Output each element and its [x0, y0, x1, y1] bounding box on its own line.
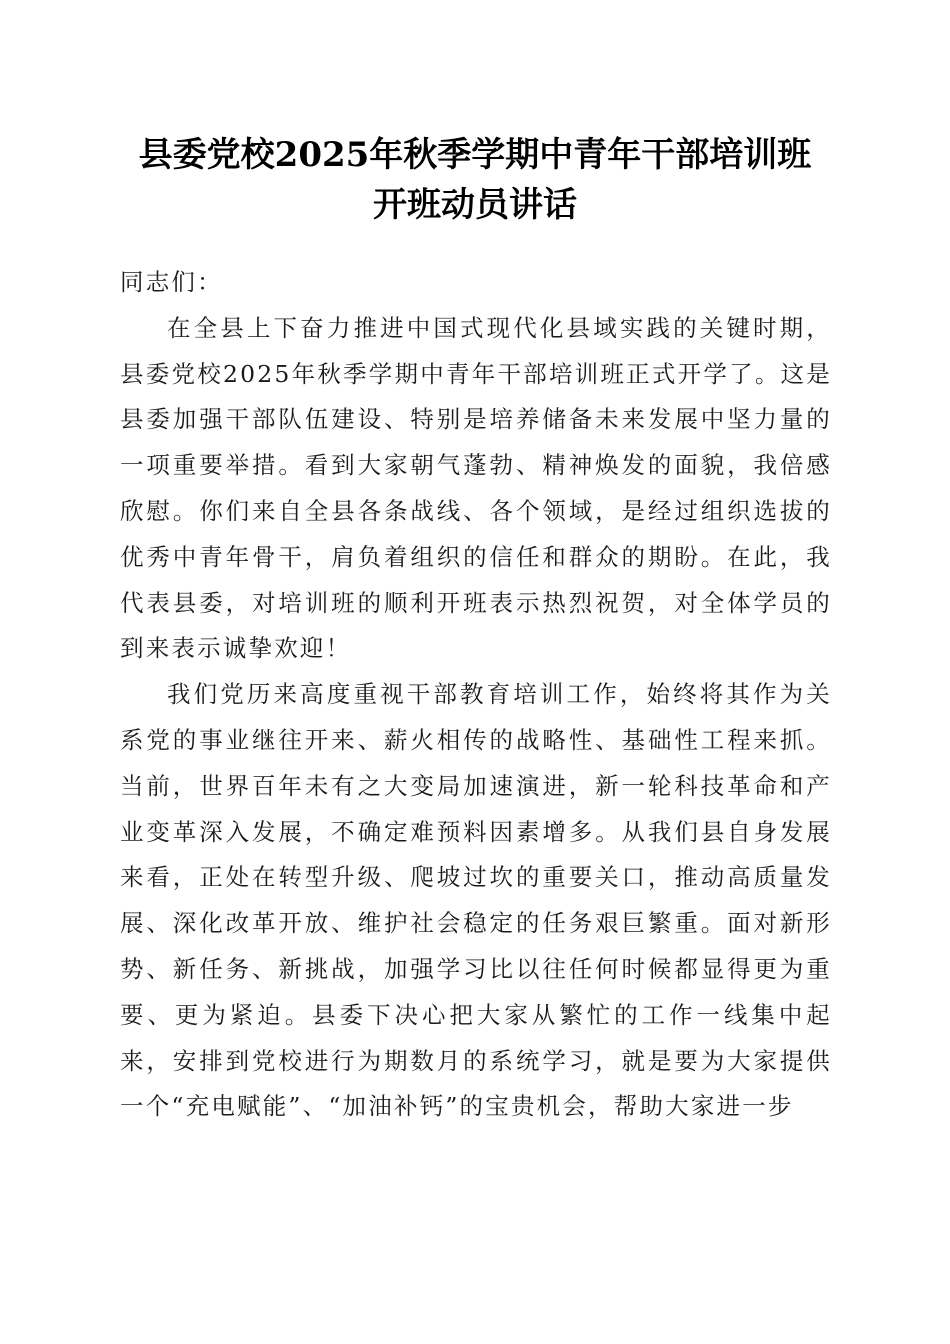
paragraph-2: 我们党历来高度重视干部教育培训工作，始终将其作为关系党的事业继往开来、薪火相传的战略性、基础性工程来抓。当前，世界百年未有之大变局加速演进，新一轮科技革命和产业变革深入发展，不确定难预料因素增多。从我们县自身发展来看，正处在转型升级、爬坡过坎的重要关口，推动高质量发展、深化改革开放、维护社会稳定的任务艰巨繁重。面对新形势、新任务、新挑战，加强学习比以往任何时候都显得更为重要、更为紧迫。县委下决心把大家从繁忙的工作一线集中起来，安排到党校进行为期数月的系统学习，就是要为大家提供一个“充电赋能”、“加油补钙”的宝贵机会，帮助大家进一步 [120, 680, 832, 1121]
title-line-1: 县委党校2025年秋季学期中青年干部培训班 [138, 135, 812, 175]
greeting: 同志们： [120, 268, 223, 296]
document-title [100, 130, 850, 230]
title-line-2: 开班动员讲话 [373, 185, 577, 225]
paragraph-1: 在全县上下奋力推进中国式现代化县域实践的关键时期，县委党校2025年秋季学期中青年干部培训班正式开学了。这是县委加强干部队伍建设、特别是培养储备未来发展中坚力量的一项重要举措。看到大家朝气蓬勃、精神焕发的面貌，我倍感欣慰。你们来自全县各条战线、各个领域，是经过组织选拔的优秀中青年骨干，肩负着组织的信任和群众的期盼。在此，我代表县委，对培训班的顺利开班表示热烈祝贺，对全体学员的到来表示诚挚欢迎！ [120, 313, 832, 663]
document-body [120, 260, 832, 1130]
